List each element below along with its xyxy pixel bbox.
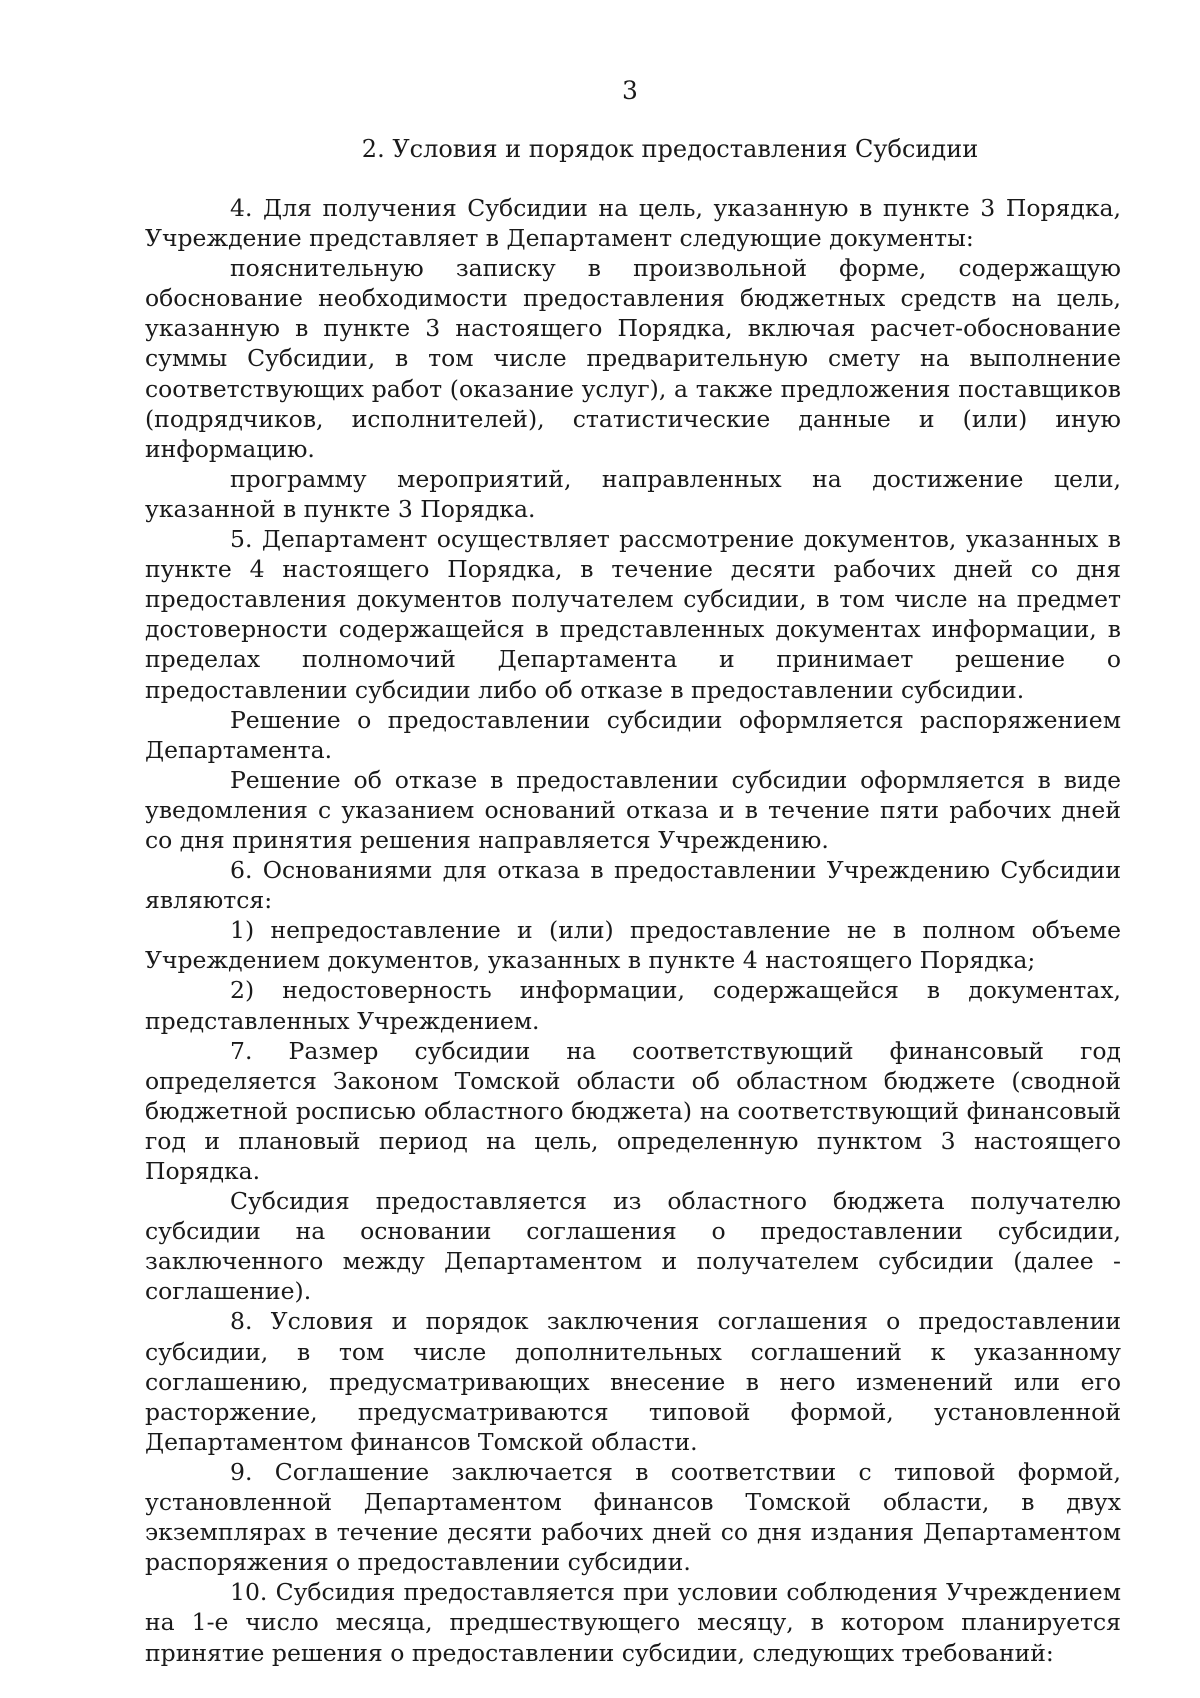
- section-title: 2. Условия и порядок предоставления Субсидии: [361, 135, 979, 163]
- paragraph-10: 10. Субсидия предоставляется при условии соблюдения Учреждением на 1-е число месяца, предшествующего месяцу, в котором планируется принятие решения о предоставлении субсидии, следующих требований:: [145, 1578, 1121, 1667]
- paragraph-5: 5. Департамент осуществляет рассмотрение документов, указанных в пункте 4 настоящего Порядка, в течение десяти рабочих дней со дня предоставления документов получателем субсидии, в том числе на предмет достоверности содержащейся в представленных документах информации, в пределах полномочий Департамента и принимает решение о предоставлении субсидии либо об отказе в предоставлении субсидии.: [145, 525, 1121, 704]
- paragraph-7-agreement: Субсидия предоставляется из областного бюджета получателю субсидии на основании соглашения о предоставлении субсидии, заключенного между Департаментом и получателем субсидии (далее - соглашение).: [145, 1187, 1121, 1306]
- paragraph-6: 6. Основаниями для отказа в предоставлении Учреждению Субсидии являются:: [145, 856, 1121, 915]
- paragraph-6-item-2: 2) недостоверность информации, содержащейся в документах, представленных Учреждением.: [145, 976, 1121, 1035]
- paragraph-6-item-1: 1) непредоставление и (или) предоставление не в полном объеме Учреждением документов, указанных в пункте 4 настоящего Порядка;: [145, 916, 1121, 975]
- paragraph-7: 7. Размер субсидии на соответствующий финансовый год определяется Законом Томской области об областном бюджете (сводной бюджетной росписью областного бюджета) на соответствующий финансовый год и плановый период на цель, определенную пунктом 3 настоящего Порядка.: [145, 1036, 1121, 1185]
- paragraph-4-intro: 4. Для получения Субсидии на цель, указанную в пункте 3 Порядка, Учреждение представляет в Департамент следующие документы:: [145, 194, 1121, 253]
- paragraph-5-decision: Решение о предоставлении субсидии оформляется распоряжением Департамента.: [145, 705, 1121, 764]
- paragraph-9: 9. Соглашение заключается в соответствии с типовой формой, установленной Департаментом финансов Томской области, в двух экземплярах в течение десяти рабочих дней со дня издания Департаментом распоряжения о предоставлении субсидии.: [145, 1457, 1121, 1577]
- paragraph-4-program: программу мероприятий, направленных на достижение цели, указанной в пункте 3 Порядка.: [145, 464, 1121, 523]
- document-body: [145, 193, 1121, 1668]
- paragraph-5-refusal: Решение об отказе в предоставлении субсидии оформляется в виде уведомления с указанием оснований отказа и в течение пяти рабочих дней со дня принятия решения направляется Учреждению.: [145, 765, 1121, 854]
- paragraph-4-explanatory-note: пояснительную записку в произвольной форме, содержащую обоснование необходимости предоставления бюджетных средств на цель, указанную в пункте 3 настоящего Порядка, включая расчет-обоснование суммы Субсидии, в том числе предварительную смету на выполнение соответствующих работ (оказание услуг), а также предложения поставщиков (подрядчиков, исполнителей), статистические данные и (или) иную информацию.: [145, 254, 1121, 463]
- paragraph-8: 8. Условия и порядок заключения соглашения о предоставлении субсидии, в том числе дополнительных соглашений к указанному соглашению, предусматривающих внесение в него изменений или его расторжение, предусматриваются типовой формой, установленной Департаментом финансов Томской области.: [145, 1307, 1121, 1456]
- page-number: 3: [622, 76, 638, 105]
